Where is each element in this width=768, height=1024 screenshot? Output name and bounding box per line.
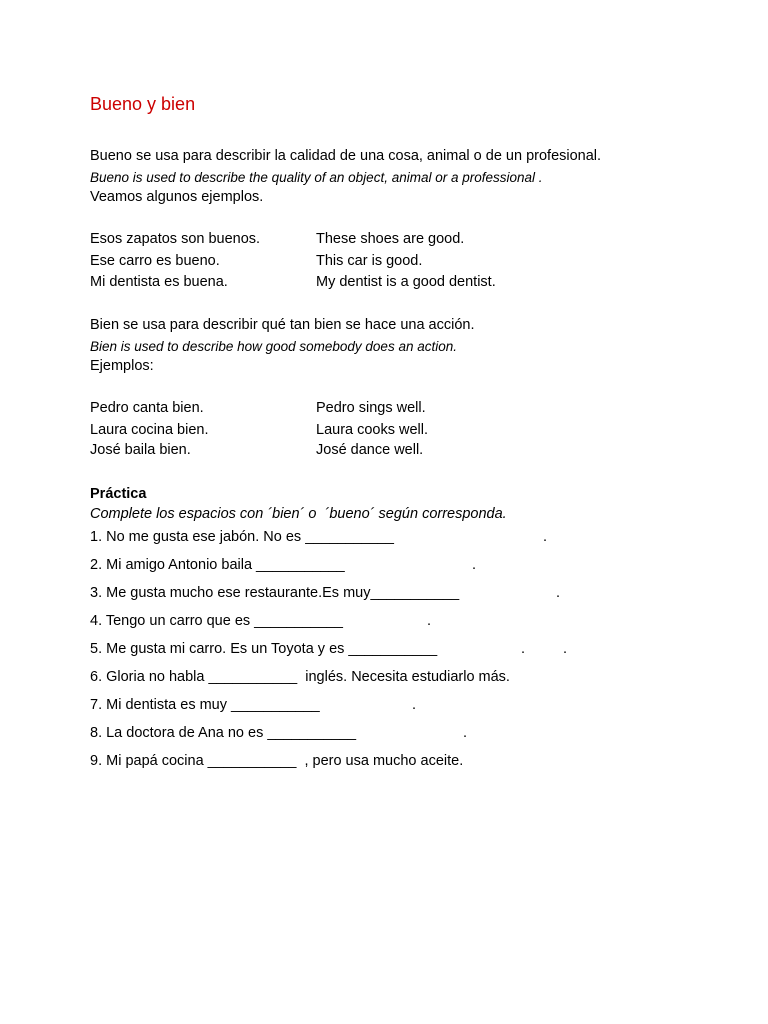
- bueno-example-en: My dentist is a good dentist.: [316, 274, 496, 290]
- exercise-item: 7. Mi dentista es muy ___________: [90, 697, 320, 713]
- exercise-item-end: .: [543, 529, 548, 545]
- bueno-examples-label: Veamos algunos ejemplos.: [90, 189, 264, 205]
- bien-example-en: Pedro sings well.: [316, 400, 426, 416]
- bueno-example-en: These shoes are good.: [316, 231, 465, 247]
- exercise-item-end: .: [521, 641, 526, 657]
- practice-heading: Práctica: [90, 486, 147, 502]
- exercise-item: 6. Gloria no habla ___________ inglés. Necesita estudiarlo más.: [90, 669, 510, 685]
- bien-example-en: Laura cooks well.: [316, 422, 429, 438]
- exercise-item: 9. Mi papá cocina ___________ , pero usa mucho aceite.: [90, 753, 464, 769]
- bien-example-es: Laura cocina bien.: [90, 422, 209, 438]
- bueno-intro-english: Bueno is used to describe the quality of an object, animal or a professional .: [90, 170, 543, 185]
- bueno-example-es: Mi dentista es buena.: [90, 274, 228, 290]
- bien-example-es: Pedro canta bien.: [90, 400, 204, 416]
- exercise-item: 3. Me gusta mucho ese restaurante.Es muy___________: [90, 585, 460, 601]
- bien-example-es: José baila bien.: [90, 442, 191, 458]
- bueno-intro: Bueno se usa para describir la calidad de una cosa, animal o de un profesional.: [90, 148, 602, 164]
- exercise-item: 5. Me gusta mi carro. Es un Toyota y es ___________: [90, 641, 438, 657]
- exercise-item-end: .: [463, 725, 468, 741]
- exercise-item-end: .: [412, 697, 417, 713]
- exercise-item-end: .: [556, 585, 561, 601]
- page-title: Bueno y bien: [90, 94, 196, 114]
- bueno-example-es: Esos zapatos son buenos.: [90, 231, 261, 247]
- exercise-item: 2. Mi amigo Antonio baila ___________: [90, 557, 345, 573]
- bueno-example-en: This car is good.: [316, 253, 423, 269]
- exercise-item-end: .: [563, 641, 568, 657]
- bien-example-en: José dance well.: [316, 442, 424, 458]
- exercise-item: 8. La doctora de Ana no es ___________: [90, 725, 357, 741]
- bien-examples-label: Ejemplos:: [90, 358, 154, 374]
- bien-intro: Bien se usa para describir qué tan bien se hace una acción.: [90, 317, 475, 333]
- practice-instructions: Complete los espacios con ´bien´ o ´bueno´ según corresponda.: [90, 506, 507, 522]
- bueno-example-es: Ese carro es bueno.: [90, 253, 220, 269]
- bien-intro-english: Bien is used to describe how good somebody does an action.: [90, 339, 457, 354]
- exercise-item-end: .: [427, 613, 432, 629]
- exercise-item: 4. Tengo un carro que es ___________: [90, 613, 343, 629]
- exercise-item-end: .: [472, 557, 477, 573]
- exercise-item: 1. No me gusta ese jabón. No es ___________: [90, 529, 394, 545]
